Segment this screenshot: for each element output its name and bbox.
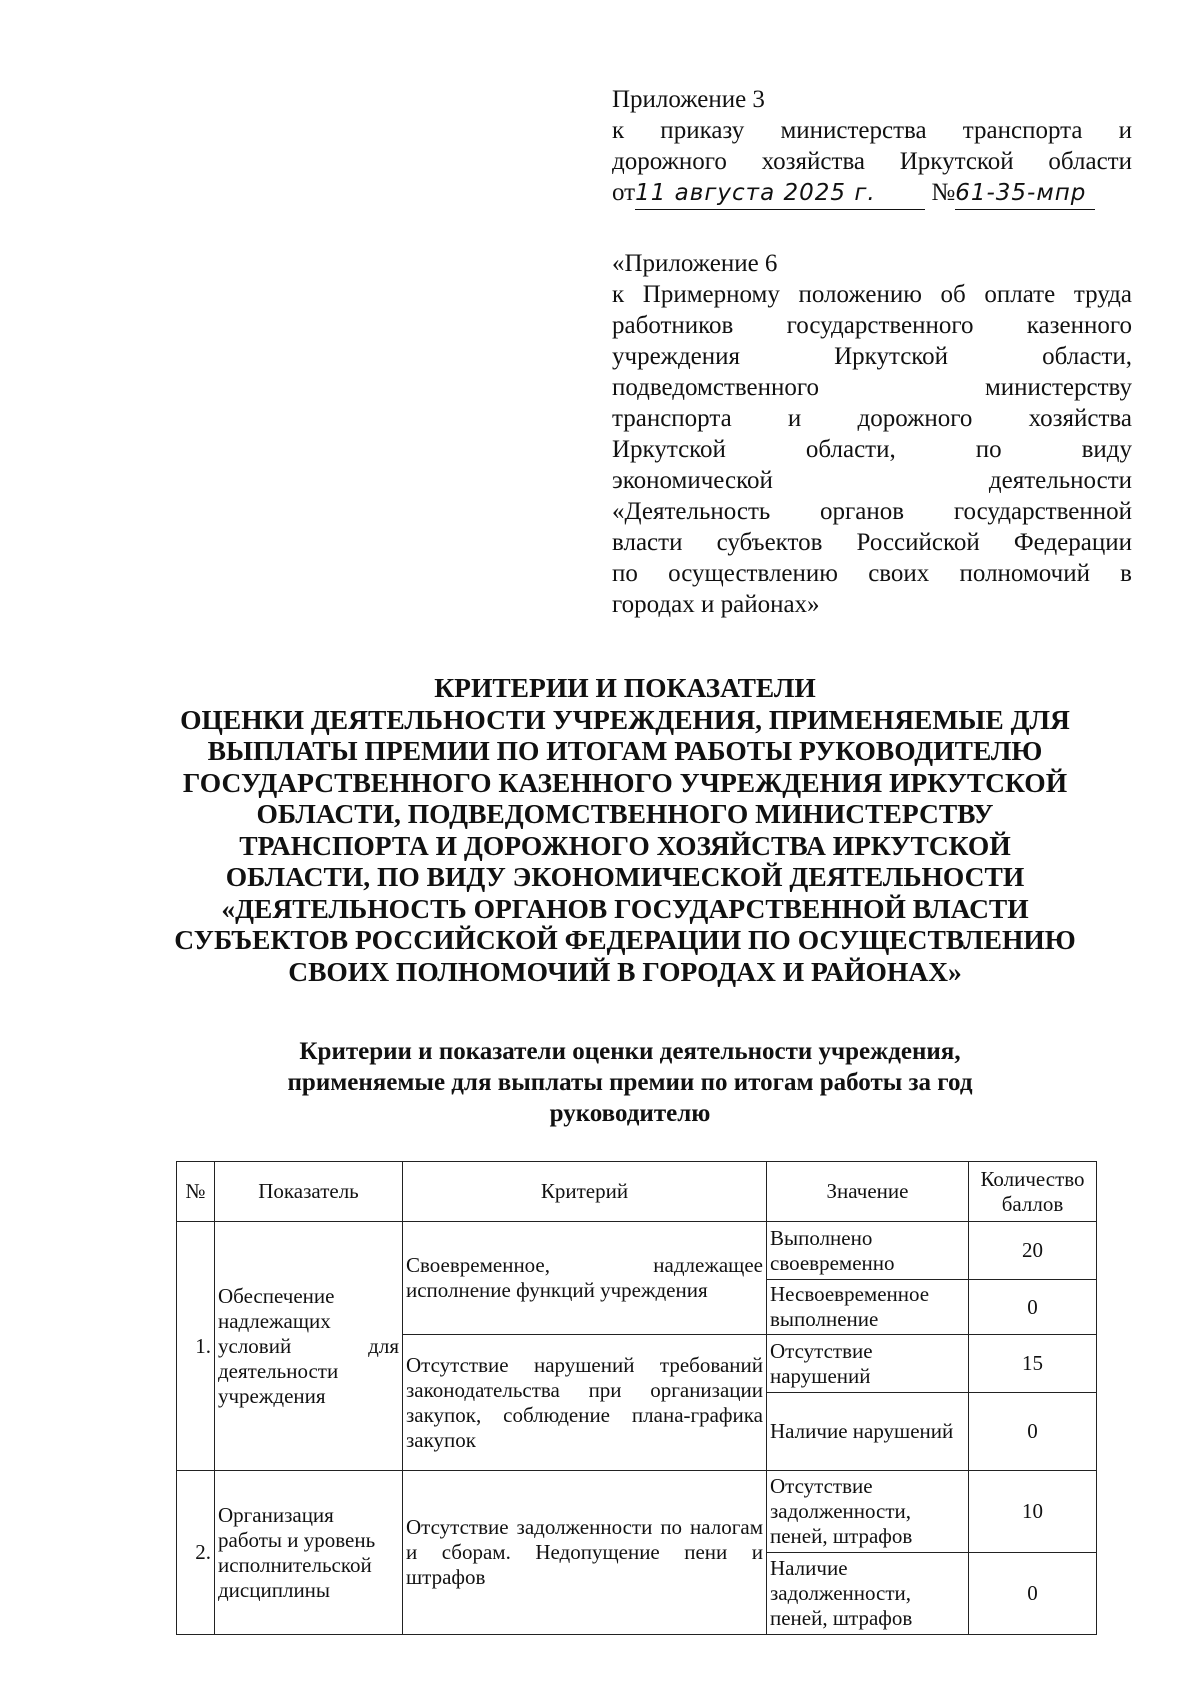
- appendix-3-line: к приказу министерства транспорта и: [612, 117, 1132, 144]
- appendix-3-date-line: [612, 177, 1132, 210]
- handwritten-date: 11 августа 2025 г.: [635, 178, 925, 210]
- indicator-cell: Обеспечение надлежащих условий для деятельности учреждения: [215, 1222, 403, 1471]
- table-subtitle: [200, 1036, 1060, 1129]
- score-cell: 15: [969, 1335, 1097, 1393]
- appendix-6-line: работников государственного казенного: [612, 312, 1132, 339]
- score-cell: 10: [969, 1471, 1097, 1553]
- appendix-3-block: [612, 84, 1132, 210]
- value-cell: Выполнено своевременно: [767, 1222, 969, 1280]
- header-indicator: Показатель: [215, 1162, 403, 1222]
- title-line: «ДЕЯТЕЛЬНОСТЬ ОРГАНОВ ГОСУДАРСТВЕННОЙ ВЛАСТИ: [221, 892, 1029, 924]
- subtitle-line: руководителю: [549, 1100, 711, 1127]
- appendix-6-heading: «Приложение 6: [612, 250, 778, 277]
- table-row: [177, 1471, 1097, 1553]
- row-num: 1.: [177, 1222, 215, 1471]
- appendix-6-line: транспорта и дорожного хозяйства: [612, 405, 1132, 432]
- title-line: СВОИХ ПОЛНОМОЧИЙ В ГОРОДАХ И РАЙОНАХ»: [288, 955, 962, 987]
- subtitle-line: Критерии и показатели оценки деятельности учреждения,: [299, 1038, 961, 1065]
- appendix-6-block: [612, 248, 1132, 620]
- appendix-6-line: экономической деятельности: [612, 467, 1132, 494]
- header-score: Количество баллов: [969, 1162, 1097, 1222]
- header-value: Значение: [767, 1162, 969, 1222]
- header-num: №: [177, 1162, 215, 1222]
- value-cell: Несвоевременное выполнение: [767, 1280, 969, 1335]
- header-criterion: Критерий: [403, 1162, 767, 1222]
- title-line: ОБЛАСТИ, ПО ВИДУ ЭКОНОМИЧЕСКОЙ ДЕЯТЕЛЬНОСТИ: [225, 861, 1025, 892]
- value-cell: Наличие нарушений: [767, 1393, 969, 1471]
- title-line: ТРАНСПОРТА И ДОРОЖНОГО ХОЗЯЙСТВА ИРКУТСКОЙ: [239, 829, 1011, 861]
- row-num: 2.: [177, 1471, 215, 1635]
- appendix-6-line: власти субъектов Российской Федерации: [612, 529, 1132, 556]
- handwritten-number: 61-35-мпр: [955, 178, 1095, 210]
- indicator-cell: Организация работы и уровень исполнительской дисциплины: [215, 1471, 403, 1635]
- score-cell: 20: [969, 1222, 1097, 1280]
- value-cell: Наличие задолженности, пеней, штрафов: [767, 1553, 969, 1635]
- date-prefix: от: [612, 179, 636, 206]
- appendix-6-line: подведомственного министерству: [612, 374, 1132, 401]
- criterion-cell: Отсутствие нарушений требований законодательства при организации закупок, соблюдение плана-графика закупок: [403, 1335, 767, 1471]
- score-cell: 0: [969, 1393, 1097, 1471]
- criteria-table: [176, 1161, 1097, 1635]
- number-prefix: №: [931, 179, 956, 206]
- title-line: СУБЪЕКТОВ РОССИЙСКОЙ ФЕДЕРАЦИИ ПО ОСУЩЕСТВЛЕНИЮ: [174, 924, 1076, 955]
- table-row: [177, 1222, 1097, 1280]
- title-line: ОЦЕНКИ ДЕЯТЕЛЬНОСТИ УЧРЕЖДЕНИЯ, ПРИМЕНЯЕМЫЕ ДЛЯ: [180, 703, 1070, 735]
- appendix-3-heading: Приложение 3: [612, 86, 765, 113]
- document-title: [150, 672, 1100, 987]
- score-cell: 0: [969, 1280, 1097, 1335]
- appendix-6-line: Иркутской области, по виду: [612, 436, 1132, 463]
- title-line: ВЫПЛАТЫ ПРЕМИИ ПО ИТОГАМ РАБОТЫ РУКОВОДИТЕЛЮ: [207, 735, 1043, 766]
- score-cell: 0: [969, 1553, 1097, 1635]
- appendix-6-line: «Деятельность органов государственной: [612, 498, 1132, 525]
- title-line: КРИТЕРИИ И ПОКАЗАТЕЛИ: [434, 672, 816, 703]
- appendix-6-line: к Примерному положению об оплате труда: [612, 281, 1132, 308]
- value-cell: Отсутствие задолженности, пеней, штрафов: [767, 1471, 969, 1553]
- value-cell: Отсутствие нарушений: [767, 1335, 969, 1393]
- criterion-cell: Отсутствие задолженности по налогам и сборам. Недопущение пени и штрафов: [403, 1471, 767, 1635]
- appendix-6-line: по осуществлению своих полномочий в: [612, 560, 1132, 587]
- appendix-6-line: учреждения Иркутской области,: [612, 343, 1132, 370]
- criterion-cell: Своевременное, надлежащее исполнение функций учреждения: [403, 1222, 767, 1335]
- title-line: ОБЛАСТИ, ПОДВЕДОМСТВЕННОГО МИНИСТЕРСТВУ: [256, 798, 994, 829]
- appendix-6-line: городах и районах»: [612, 591, 820, 618]
- appendix-3-line: дорожного хозяйства Иркутской области: [612, 148, 1132, 175]
- subtitle-line: применяемые для выплаты премии по итогам работы за год: [287, 1069, 973, 1096]
- table-header-row: [177, 1162, 1097, 1222]
- title-line: ГОСУДАРСТВЕННОГО КАЗЕННОГО УЧРЕЖДЕНИЯ ИРКУТСКОЙ: [182, 766, 1068, 798]
